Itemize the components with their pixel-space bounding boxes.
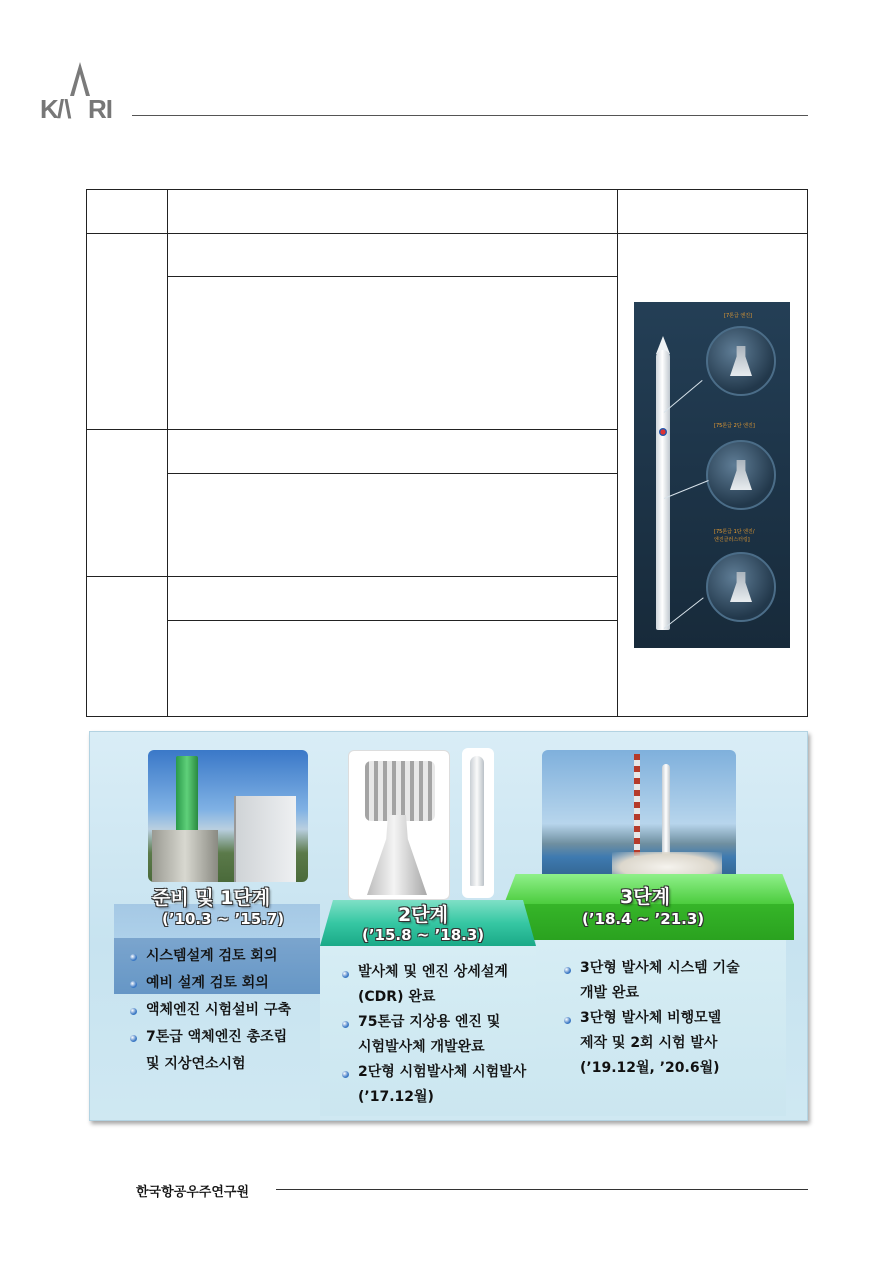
callout-line — [664, 480, 709, 499]
list-item: 시험발사체 개발완료 — [358, 1039, 485, 1055]
engine-render-photo — [348, 750, 450, 900]
footer-org-name: 한국항공우주연구원 — [136, 1185, 250, 1200]
development-roadmap — [89, 731, 808, 1121]
list-item: (’19.12월, ’20.6월) — [580, 1060, 720, 1076]
list-item: 3단형 발사체 비행모델 — [564, 1006, 740, 1031]
table-row-rule — [87, 429, 617, 430]
table-row-rule — [87, 576, 617, 577]
engine-label-clustering: 엔진클러스터링] — [714, 537, 750, 543]
header-rule — [132, 115, 808, 116]
table-header-rule — [87, 233, 807, 234]
list-item: 발사체 및 엔진 상세설계 — [342, 960, 526, 985]
list-item: 시스템설계 검토 회의 — [130, 943, 291, 970]
rocket-body — [656, 350, 670, 630]
phase1-title: 준비 및 1단계 — [152, 887, 271, 909]
phase3-title: 3단계 — [620, 886, 670, 908]
kari-logo — [40, 58, 136, 120]
phase2-list — [342, 960, 526, 1110]
launch-site-photo — [542, 750, 736, 884]
list-item: (CDR) 완료 — [358, 989, 436, 1005]
svg-text:K: K — [40, 94, 58, 120]
list-item: 2단형 시험발사체 시험발사 — [342, 1060, 526, 1085]
table-divider — [167, 190, 168, 716]
phase3-period: (’18.4 ~ ’21.3) — [582, 910, 705, 928]
spec-table — [86, 189, 808, 717]
phase1-period: (’10.3 ~ ’15.7) — [162, 910, 285, 928]
table-row-rule — [167, 620, 617, 621]
phase2-period: (’15.8 ~ ’18.3) — [362, 926, 485, 944]
engine-label-7t: [7톤급 엔진] — [724, 313, 752, 319]
list-item: 예비 설계 검토 회의 — [130, 970, 291, 997]
svg-text:RI: RI — [88, 94, 112, 120]
engine-cluster-icon — [706, 552, 776, 622]
table-row-rule — [167, 276, 617, 277]
list-item: 7톤급 액체엔진 총조립 — [130, 1024, 291, 1051]
phase1-list — [130, 943, 291, 1078]
footer-rule — [276, 1189, 808, 1190]
engine-7t-icon — [706, 326, 776, 396]
table-row-rule — [167, 473, 617, 474]
list-item: (’17.12월) — [358, 1089, 434, 1105]
flag-icon — [659, 428, 667, 436]
list-item: 및 지상연소시험 — [146, 1056, 246, 1072]
phase2-title: 2단계 — [398, 904, 448, 926]
list-item: 액체엔진 시험설비 구축 — [130, 997, 291, 1024]
list-item: 75톤급 지상용 엔진 및 — [342, 1010, 526, 1035]
rocket-illustration — [634, 302, 790, 648]
test-facility-photo — [148, 750, 308, 882]
list-item: 제작 및 2회 시험 발사 — [580, 1035, 718, 1051]
svg-text:/\: /\ — [57, 94, 72, 120]
engine-75t-stage2-icon — [706, 440, 776, 510]
phase3-list — [564, 956, 740, 1081]
engine-label-75t-stage1: [75톤급 1단 엔진/ — [714, 529, 755, 535]
table-divider — [617, 190, 618, 716]
list-item: 개발 완료 — [580, 985, 639, 1001]
list-item: 3단형 발사체 시스템 기술 — [564, 956, 740, 981]
engine-label-75t-stage2: [75톤급 2단 엔진] — [714, 423, 755, 429]
test-rocket-render — [462, 748, 494, 898]
